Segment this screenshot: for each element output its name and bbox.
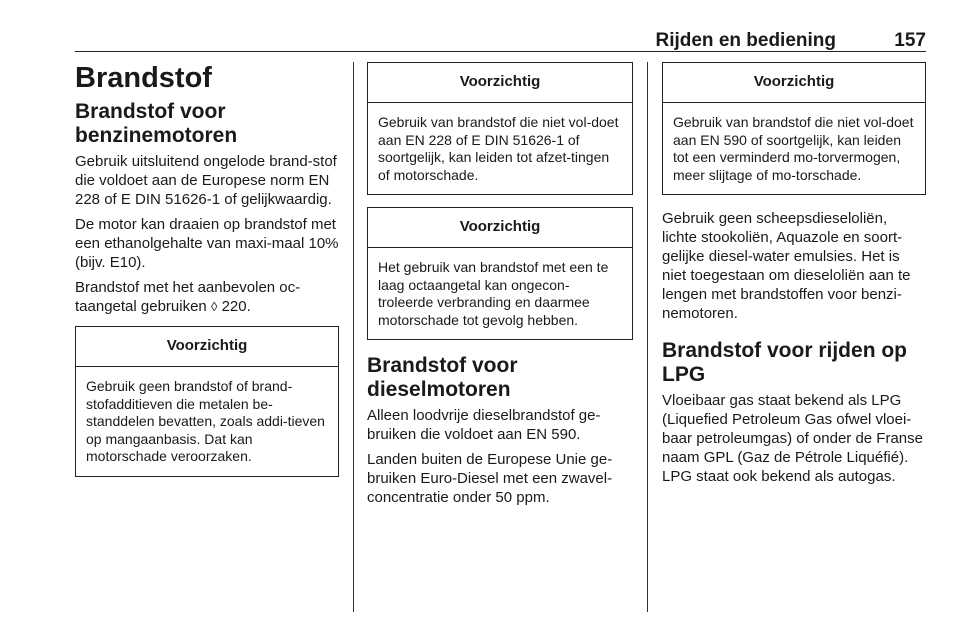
caution-box (662, 62, 926, 195)
page-header (75, 27, 926, 53)
caution-box (75, 326, 339, 477)
caution-body: Gebruik van brandstof die niet vol-doet aan EN 228 of E DIN 51626-1 of soortgelijk, kan leiden tot afzet-tingen of motorschade. (378, 114, 619, 183)
caution-box (367, 207, 633, 340)
column-1 (75, 62, 339, 487)
subsection-title-petrol: Brandstof voor benzinemotoren (75, 100, 238, 147)
paragraph: De motor kan draaien op brandstof met een ethanolgehalte van maxi-maal 10% (bijv. E10). (75, 216, 339, 271)
caution-title: Voorzichtig (368, 208, 632, 248)
caution-body: Gebruik geen brandstof of brand-stofadditieven die metalen be-standdelen bevatten, zoals addi-tieven op mangaanbasis. Dat kan motorschade veroorzaken. (86, 378, 325, 464)
paragraph: Landen buiten de Europese Unie ge-bruiken Euro-Diesel met een zwavel-concentratie onder 50 ppm. (367, 451, 613, 506)
paragraph: Gebruik geen scheepsdieseloliën, lichte stookoliën, Aquazole en soort-gelijke diesel-water emulsies. Het is niet toegestaan om dieseloliën aan te lengen met brandstoffen voor benzi-nemotoren. (662, 210, 911, 322)
subsection-title-lpg: Brandstof voor rijden op LPG (662, 339, 908, 386)
caution-body: Het gebruik van brandstof met een te laag octaangetal kan ongecon-troleerde verbranding en daarmee motorschade tot gevolg hebben. (378, 259, 609, 328)
caution-title: Voorzichtig (368, 63, 632, 103)
column-3 (662, 62, 926, 492)
page-ref-arrow-icon: ◊ (210, 299, 218, 314)
paragraph-with-ref (75, 278, 339, 316)
page-reference-link[interactable]: 220. (221, 298, 251, 315)
paragraph: Vloeibaar gas staat bekend als LPG (Liquefied Petroleum Gas ofwel vloei-baar petroleumgas) of onder de Franse naam GPL (Gaz de Pétrole Liquéfié). LPG staat ook bekend als autogas. (662, 392, 923, 485)
subsection-title-diesel: Brandstof voor dieselmotoren (367, 354, 518, 401)
caution-title: Voorzichtig (663, 63, 925, 103)
section-title: Rijden en bediening (655, 30, 836, 51)
paragraph: Gebruik uitsluitend ongelode brand-stof die voldoet aan de Europese norm EN 228 of E DIN 51626-1 of gelijkwaardig. (75, 153, 337, 208)
paragraph-text: Brandstof met het aanbevolen oc-taangetal gebruiken (75, 279, 301, 315)
caution-body: Gebruik van brandstof die niet vol-doet aan EN 590 of soortgelijk, kan leiden tot een verminderd mo-torvermogen, meer slijtage of mo-torschade. (673, 114, 914, 183)
column-2 (367, 62, 633, 513)
header-rule (75, 51, 926, 52)
column-divider-2 (647, 62, 648, 612)
caution-title: Voorzichtig (76, 327, 338, 367)
page-number: 157 (894, 30, 926, 51)
chapter-title: Brandstof (75, 62, 212, 94)
caution-box (367, 62, 633, 195)
paragraph: Alleen loodvrije dieselbrandstof ge-bruiken die voldoet aan EN 590. (367, 407, 601, 443)
column-divider-1 (353, 62, 354, 612)
